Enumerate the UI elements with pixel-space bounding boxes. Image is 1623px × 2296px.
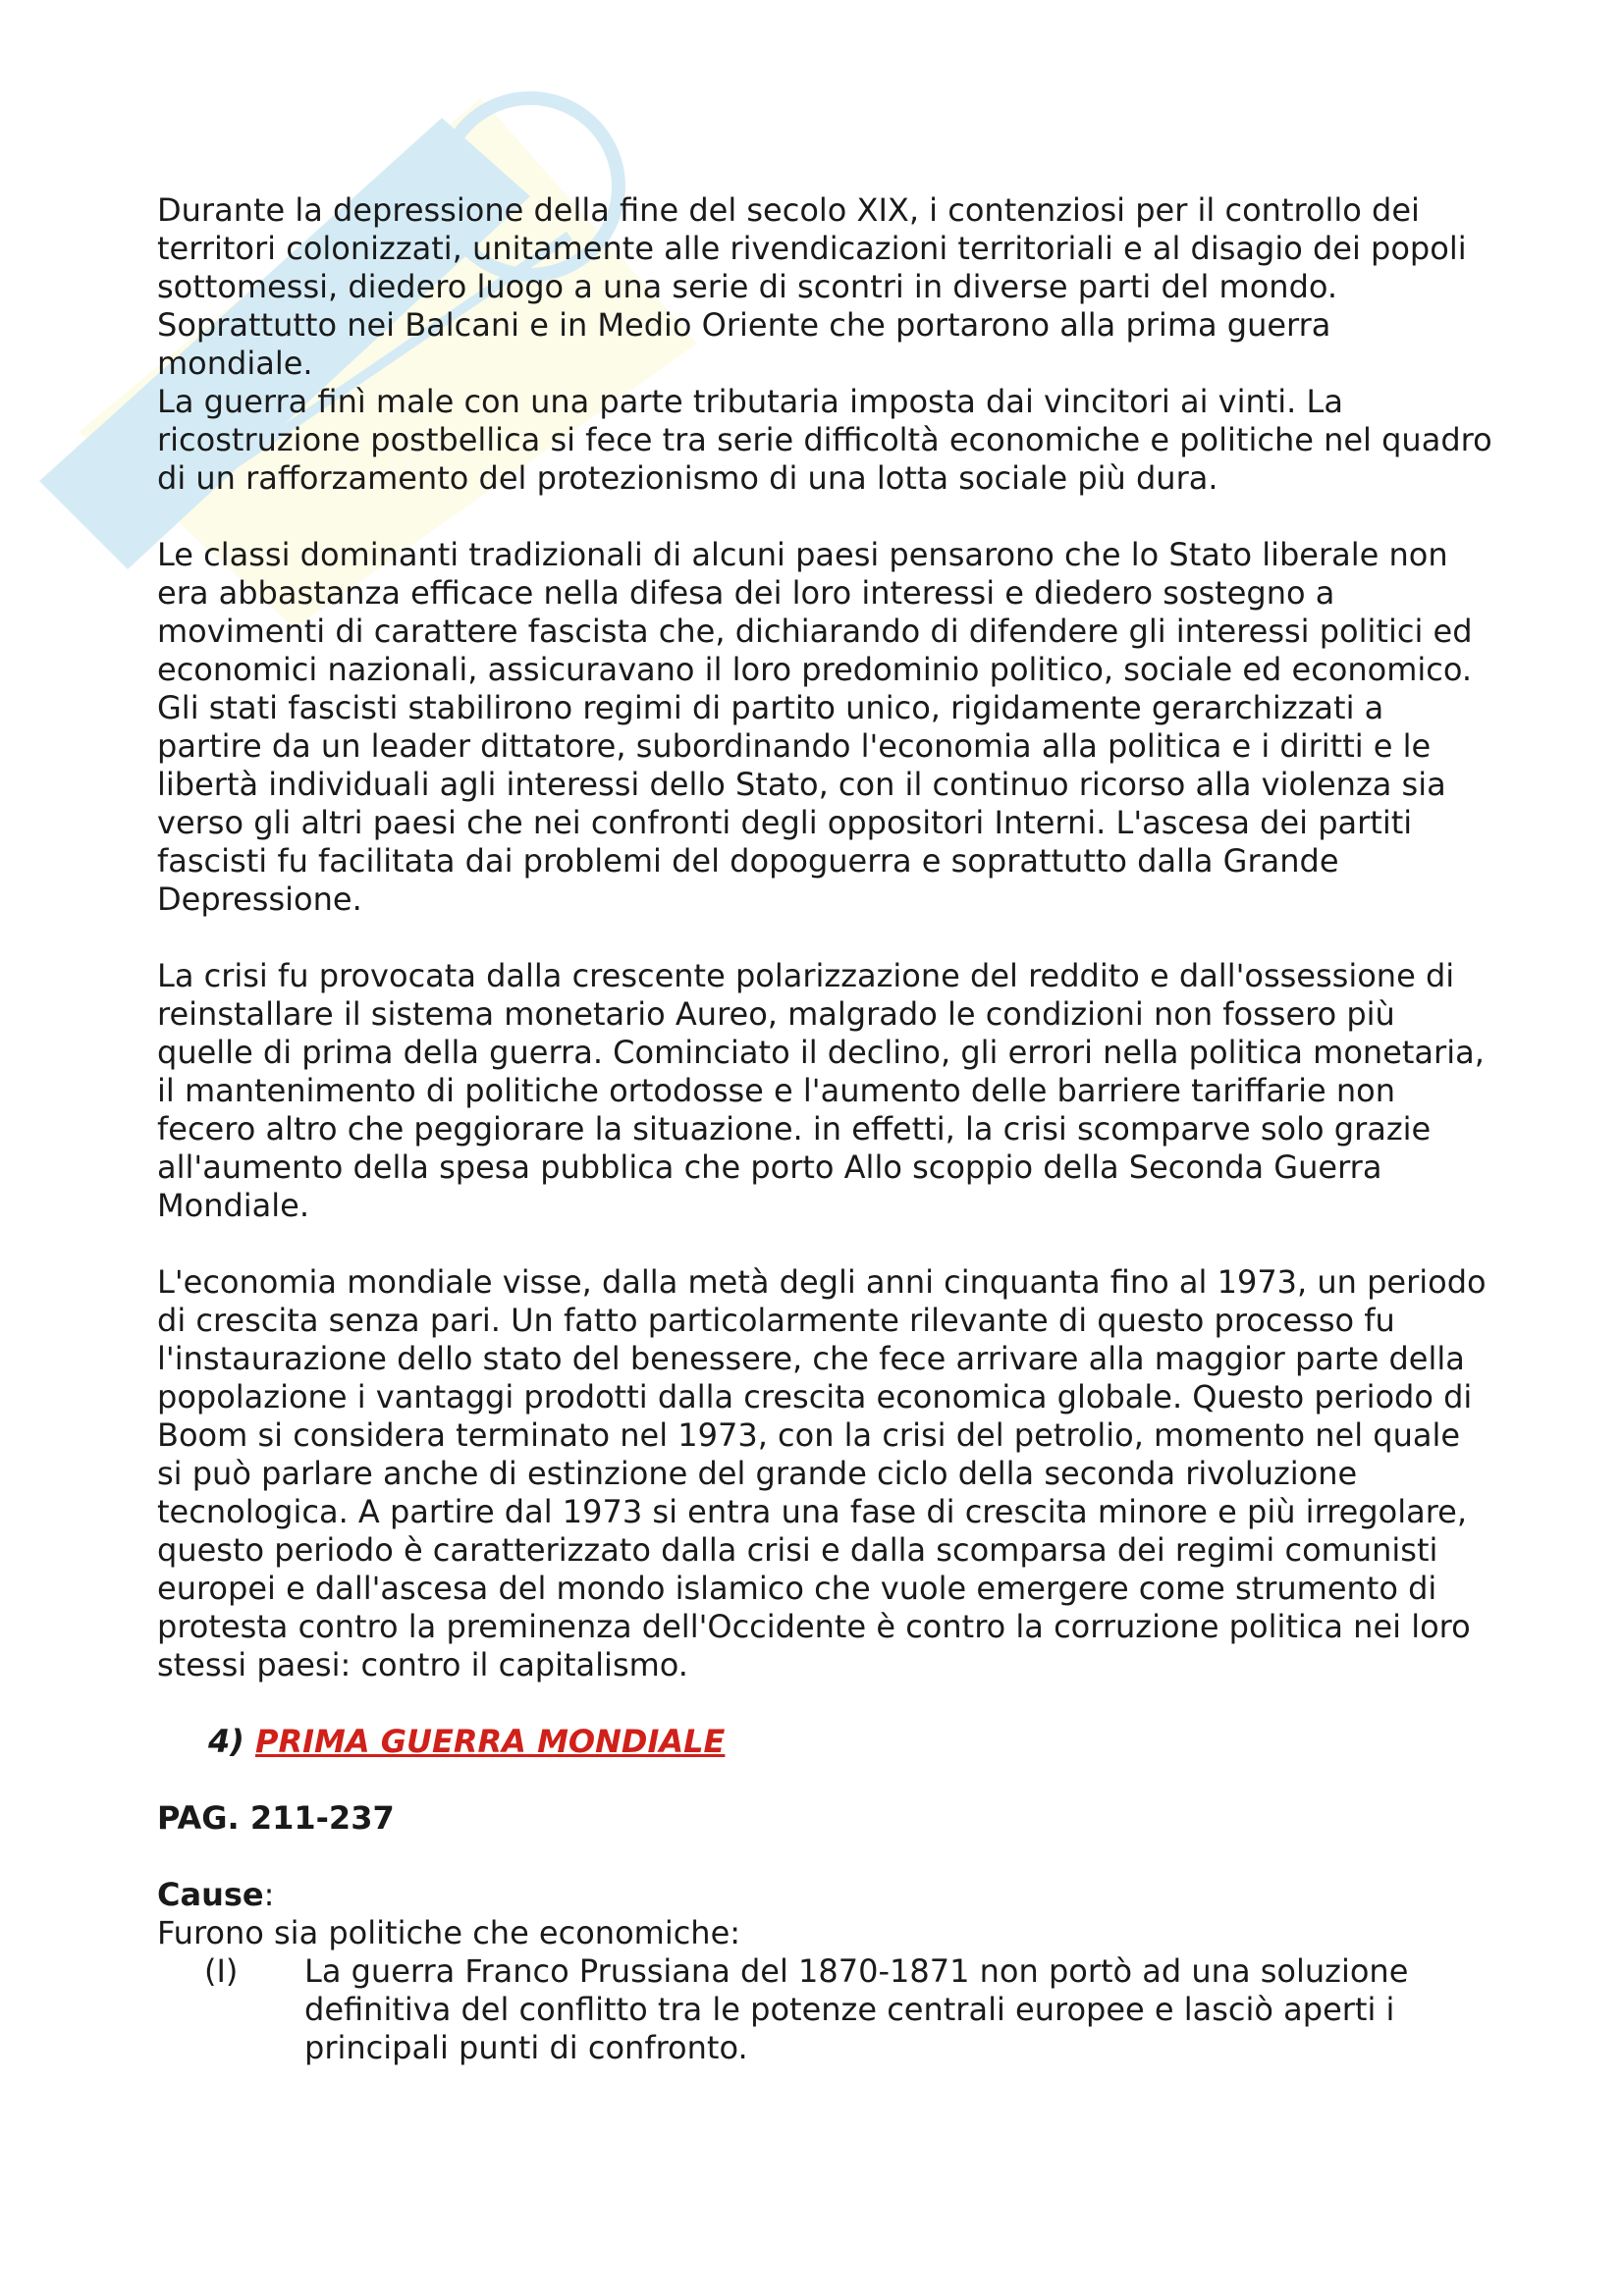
paragraph-4: L'economia mondiale visse, dalla metà degli anni cinquanta fino al 1973, un periodo di crescita senza pari. Un fatto particolarmente rilevante di questo processo fu l'instaurazione dello stato del benessere, che fece arrivare alla maggior parte della popolazione i vantaggi prodotti dalla crescita economica globale. Questo periodo di Boom si considera terminato nel 1973, con la crisi del petrolio, momento nel quale si può parlare anche di estinzione del grande ciclo della seconda rivoluzione tecnologica. A partire dal 1973 si entra una fase di crescita minore e più irregolare, questo periodo è caratterizzato dalla crisi e dalla scomparsa dei regimi comunisti europei e dall'ascesa del mondo islamico che vuole emergere come strumento di protesta contro la preminenza dell'Occidente è contro la corruzione politica nei loro stessi paesi: contro il capitalismo. (157, 1263, 1487, 1683)
causes-label: Cause (157, 1876, 264, 1913)
page-reference: PAG. 211-237 (157, 1799, 395, 1837)
causes-colon: : (263, 1876, 275, 1913)
paragraph-2: Le classi dominanti tradizionali di alcuni paesi pensarono che lo Stato liberale non era abbastanza efficace nella difesa dei loro interessi e diedero sostegno a movimenti di carattere fascista che, dichiarando di difendere gli interessi politici ed economici nazionali, assicuravano il loro predominio politico, sociale ed economico. Gli stati fascisti stabilirono regimi di partito unico, rigidamente gerarchizzati a partire da un leader dittatore, subordinando l'economia alla politica e i diritti e le libertà individuali agli interessi dello Stato, con il continuo ricorso alla violenza sia verso gli altri paesi che nei confronti degli oppositori Interni. L'ascesa dei partiti fascisti fu facilitata dai problemi del dopoguerra e soprattutto dalla Grande Depressione. (157, 536, 1473, 918)
causes-list-item (204, 1952, 1492, 2067)
causes-heading (157, 1876, 1492, 1914)
list-marker: (I) (204, 1952, 239, 1990)
section-title: PRIMA GUERRA MONDIALE (255, 1723, 726, 1760)
paragraph-1-part-2: La guerra finì male con una parte tributaria imposta dai vincitori ai vinti. La ricostruzione postbellica si fece tra serie difficoltà economiche e politiche nel quadro di un rafforzamento del protezionismo di una lotta sociale più dura. (157, 383, 1492, 497)
list-item-text: La guerra Franco Prussiana del 1870-1871 non portò ad una soluzione definitiva del conflitto tra le potenze centrali europee e lasciò aperti i principali punti di confronto. (304, 1952, 1409, 2066)
paragraph-1-part-1: Durante la depressione della fine del secolo XIX, i contenziosi per il controllo dei territori colonizzati, unitamente alle rivendicazioni territoriali e al disagio dei popoli sottomessi, diedero luogo a una serie di scontri in diverse parti del mondo. Soprattutto nei Balcani e in Medio Oriente che portarono alla prima guerra mondiale. (157, 191, 1467, 382)
section-heading (208, 1723, 1492, 1761)
section-number: 4) (208, 1723, 244, 1760)
paragraph-3: La crisi fu provocata dalla crescente polarizzazione del reddito e dall'ossessione di reinstallare il sistema monetario Aureo, malgrado le condizioni non fossero più quelle di prima della guerra. Cominciato il declino, gli errori nella politica monetaria, il mantenimento di politiche ortodosse e l'aumento delle barriere tariffarie non fecero altro che peggiorare la situazione. in effetti, la crisi scomparve solo grazie all'aumento della spesa pubblica che porto Allo scoppio della Seconda Guerra Mondiale. (157, 957, 1485, 1224)
causes-intro: Furono sia politiche che economiche: (157, 1914, 741, 1951)
document-page (157, 191, 1492, 2067)
